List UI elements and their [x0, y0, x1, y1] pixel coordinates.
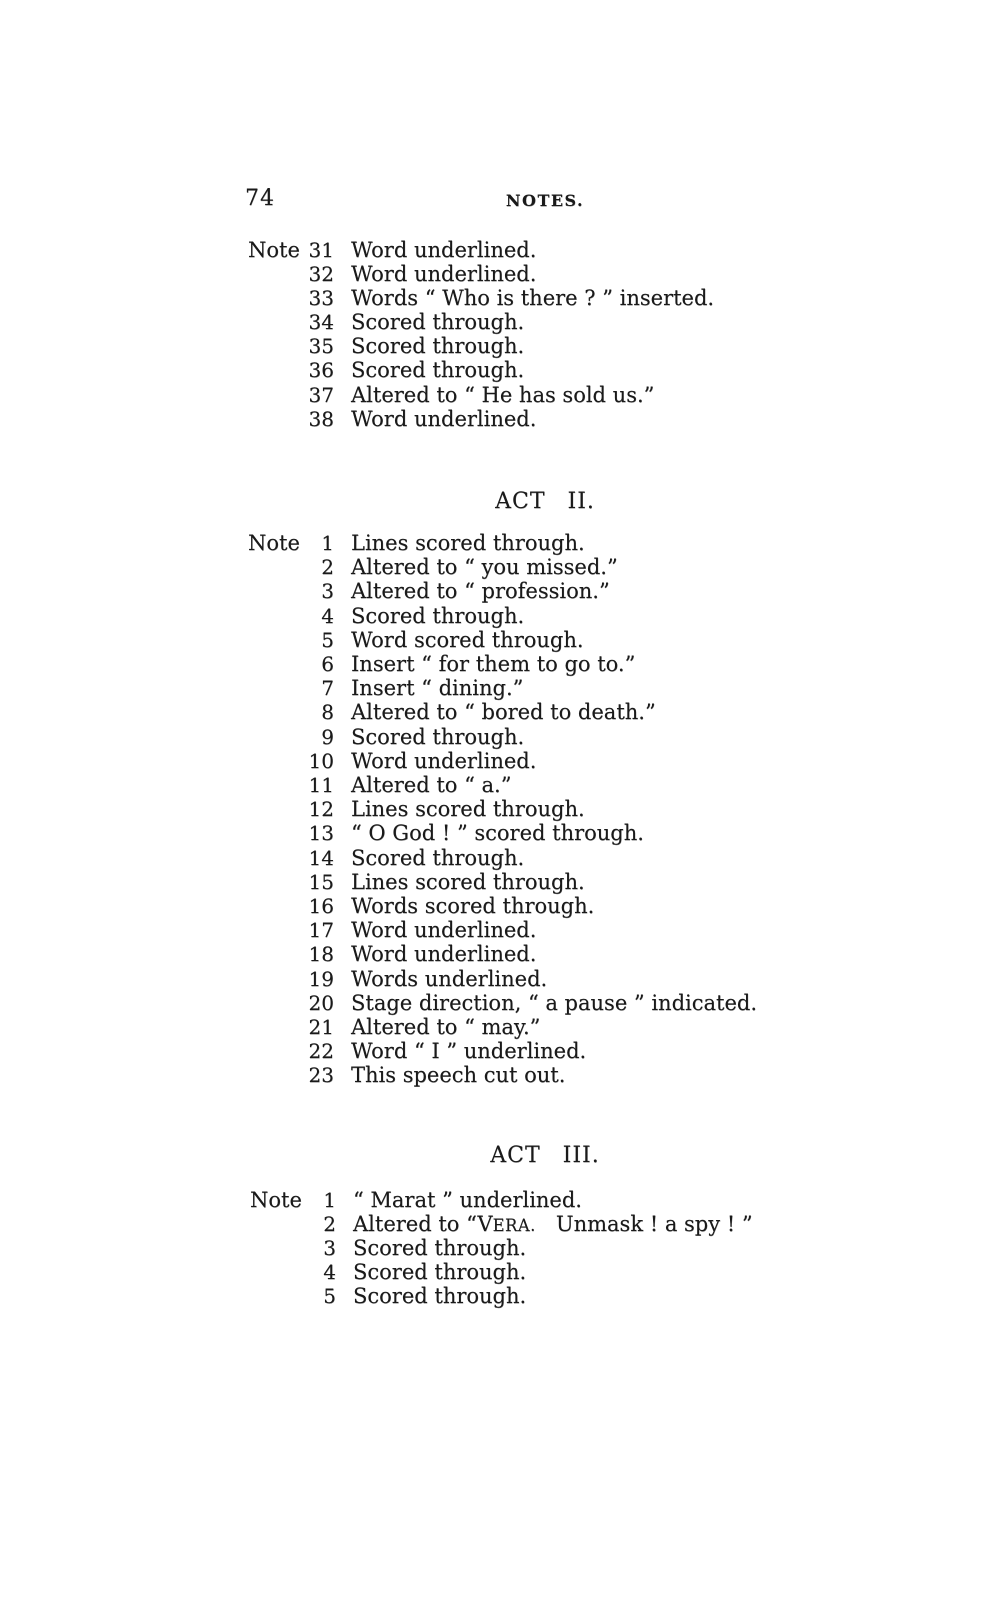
note-text: Lines scored through.	[351, 531, 585, 555]
note-text: Words underlined.	[351, 966, 548, 991]
note-number: 3	[321, 579, 334, 604]
note-text: Scored through.	[351, 845, 525, 870]
note-number: 32	[308, 262, 334, 287]
note-text: Scored through.	[353, 1283, 527, 1308]
note-row	[248, 1015, 888, 1039]
note-text: Word underlined.	[351, 918, 537, 943]
note-row	[248, 1039, 888, 1063]
note-row	[248, 749, 888, 773]
note-row	[248, 1063, 888, 1087]
note-text-smallcaps: ERA.	[492, 1215, 536, 1235]
note-number: 4	[323, 1260, 336, 1285]
note-text: Altered to “ may.”	[351, 1015, 541, 1040]
note-label: Note	[248, 238, 300, 262]
note-number: 22	[308, 1039, 334, 1064]
note-number: 9	[321, 724, 334, 749]
note-row	[248, 604, 888, 628]
note-row	[248, 238, 888, 262]
note-number: 14	[308, 845, 334, 870]
note-number: 21	[308, 1015, 334, 1040]
note-row	[248, 555, 888, 579]
note-number: 34	[308, 310, 334, 335]
note-text: Scored through.	[353, 1260, 527, 1285]
note-text: Scored through.	[351, 334, 525, 359]
note-number: 10	[308, 748, 334, 773]
notes-section	[250, 1189, 890, 1309]
page-title: NOTES.	[505, 191, 585, 210]
note-number: 18	[308, 942, 334, 967]
note-text: Scored through.	[351, 310, 525, 335]
note-number: 17	[308, 918, 334, 943]
note-row	[248, 894, 888, 918]
note-row	[250, 1261, 890, 1285]
note-row	[248, 407, 888, 431]
note-number: 13	[308, 821, 334, 846]
note-number: 2	[321, 555, 334, 580]
note-row	[248, 310, 888, 334]
note-number: 1	[321, 531, 334, 555]
note-number: 11	[308, 773, 334, 798]
note-row	[248, 286, 888, 310]
note-text: Insert “ dining.”	[351, 676, 524, 701]
note-text: Word underlined.	[351, 748, 537, 773]
note-text: Word underlined.	[351, 238, 537, 262]
note-text: This speech cut out.	[351, 1063, 566, 1088]
note-text: Lines scored through.	[351, 797, 585, 822]
note-text-part: Altered to “V	[353, 1211, 493, 1236]
note-number: 7	[321, 676, 334, 701]
note-row	[248, 652, 888, 676]
note-row	[248, 700, 888, 724]
note-number: 31	[308, 238, 334, 262]
note-text: Altered to “ He has sold us.”	[351, 382, 655, 407]
note-row	[248, 358, 888, 382]
note-text: Altered to “ bored to death.”	[351, 700, 656, 725]
note-number: 19	[308, 966, 334, 991]
note-number: 8	[321, 700, 334, 725]
note-text: Word underlined.	[351, 942, 537, 967]
note-text: Insert “ for them to go to.”	[351, 652, 636, 677]
note-number: 4	[321, 603, 334, 628]
note-number: 5	[321, 627, 334, 652]
note-text: Altered to “ profession.”	[351, 579, 610, 604]
note-text: Scored through.	[351, 603, 525, 628]
note-row	[248, 942, 888, 966]
note-row	[248, 797, 888, 821]
note-number: 36	[308, 358, 334, 383]
note-row	[248, 821, 888, 845]
note-text	[353, 1213, 753, 1238]
note-row	[248, 967, 888, 991]
note-row	[248, 991, 888, 1015]
act-heading: ACT II.	[495, 489, 595, 514]
note-row	[250, 1189, 890, 1213]
note-row	[248, 383, 888, 407]
note-number: 5	[323, 1283, 336, 1308]
note-text: Altered to “ a.”	[351, 773, 512, 798]
note-number: 23	[308, 1063, 334, 1088]
note-number: 35	[308, 334, 334, 359]
note-text: Word underlined.	[351, 262, 537, 287]
note-number: 1	[323, 1188, 336, 1212]
note-text: Scored through.	[351, 724, 525, 749]
note-text: Words scored through.	[351, 894, 595, 919]
note-row	[248, 773, 888, 797]
note-number: 12	[308, 797, 334, 822]
note-row	[248, 628, 888, 652]
note-text: Scored through.	[353, 1236, 527, 1261]
note-text-part: Unmask ! a spy ! ”	[535, 1211, 753, 1236]
note-text: “ O God ! ” scored through.	[351, 821, 644, 846]
note-number: 16	[308, 894, 334, 919]
note-text: “ Marat ” underlined.	[353, 1188, 582, 1212]
note-label: Note	[248, 531, 300, 555]
note-row	[248, 579, 888, 603]
notes-section	[248, 531, 888, 1088]
note-number: 3	[323, 1236, 336, 1261]
note-row	[248, 676, 888, 700]
note-text: Lines scored through.	[351, 869, 585, 894]
note-text: Altered to “ you missed.”	[351, 555, 618, 580]
note-text: Stage direction, “ a pause ” indicated.	[351, 990, 758, 1015]
note-row	[248, 846, 888, 870]
note-text: Word “ I ” underlined.	[351, 1039, 587, 1064]
note-number: 15	[308, 869, 334, 894]
note-row	[248, 870, 888, 894]
note-row	[248, 531, 888, 555]
note-row	[250, 1213, 890, 1238]
note-number: 38	[308, 406, 334, 431]
note-text: Words “ Who is there ? ” inserted.	[351, 286, 715, 311]
note-text: Scored through.	[351, 358, 525, 383]
note-row	[248, 262, 888, 286]
note-row	[248, 725, 888, 749]
note-label: Note	[250, 1188, 302, 1212]
note-number: 33	[308, 286, 334, 311]
note-row	[248, 334, 888, 358]
note-number: 37	[308, 382, 334, 407]
page-number: 74	[245, 186, 275, 211]
act-heading: ACT III.	[490, 1143, 600, 1168]
note-row	[248, 918, 888, 942]
notes-section	[248, 238, 888, 431]
note-text: Word scored through.	[351, 627, 584, 652]
note-row	[250, 1285, 890, 1309]
note-row	[250, 1237, 890, 1261]
note-text: Word underlined.	[351, 406, 537, 431]
note-number: 2	[323, 1211, 336, 1236]
note-number: 6	[321, 652, 334, 677]
note-number: 20	[308, 990, 334, 1015]
